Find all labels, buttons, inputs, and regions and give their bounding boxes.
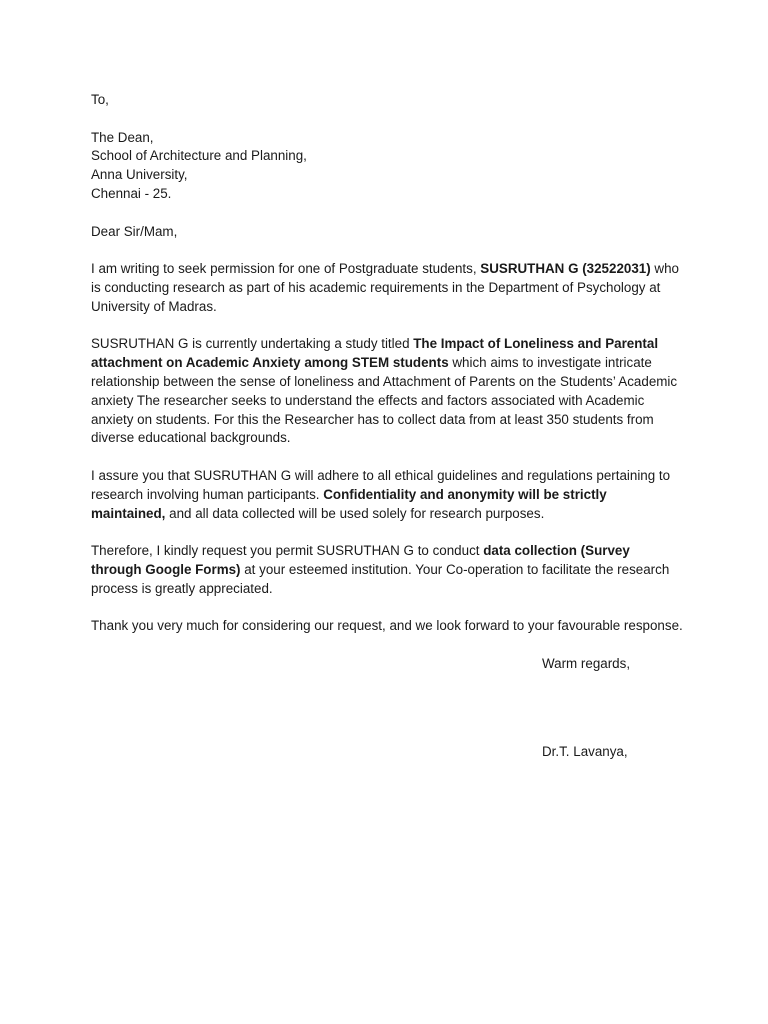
signature-space (91, 674, 683, 743)
address-line-4: Chennai - 25. (91, 185, 172, 201)
para3-text-2: and all data collected will be used solely for research purposes. (165, 505, 545, 521)
para2-text-1: SUSRUTHAN G is currently undertaking a study titled (91, 336, 414, 352)
para4-text-2: at your esteemed institution. Your Co-operation to facilitate the research process is greatly appreciated. (91, 561, 670, 596)
letter-body (91, 91, 683, 762)
address-line-1: The Dean, (91, 129, 154, 145)
study-title: The Impact of Loneliness and Parental attachment on Academic Anxiety among STEM students (91, 336, 659, 371)
paragraph-study-description (91, 335, 683, 448)
to-line: To, (91, 92, 109, 107)
closing-line: Warm regards, (542, 655, 631, 671)
paragraph-ethics-assurance (91, 467, 683, 523)
student-name-id: SUSRUTHAN G (32522031) (480, 261, 651, 277)
recipient-address (91, 129, 683, 204)
greeting: Dear Sir/Mam, (91, 223, 178, 239)
paragraph-permission-request (91, 260, 683, 316)
para4-text-1: Therefore, I kindly request you permit SUSRUTHAN G to conduct (91, 543, 484, 559)
para2-text-2: which aims to investigate intricate relationship between the sense of loneliness and Attachment of Parents on the Students’ Academic anxiety The researcher seeks to understand the effects and factors associated with Academic anxiety on students. For this the Researcher has to collect data from at least 350 students from diverse educational backgrounds. (91, 355, 678, 446)
paragraph-request (91, 542, 683, 598)
signatory-name: Dr.T. Lavanya, (542, 743, 628, 759)
address-line-3: Anna University, (91, 167, 188, 183)
paragraph-thanks: Thank you very much for considering our request, and we look forward to your favourable response. (91, 618, 683, 634)
address-line-2: School of Architecture and Planning, (91, 148, 307, 164)
para3-text-1: I assure you that SUSRUTHAN G will adhere to all ethical guidelines and regulations pertaining to research involving human participants. (91, 467, 671, 502)
para1-text-1: I am writing to seek permission for one of Postgraduate students, (91, 261, 481, 277)
confidentiality-statement: Confidentiality and anonymity will be strictly maintained, (91, 486, 607, 521)
para1-text-2: who is conducting research as part of his academic requirements in the Department of Psychology at University of Madras. (91, 261, 679, 314)
data-collection-method: data collection (Survey through Google Forms) (91, 543, 630, 577)
